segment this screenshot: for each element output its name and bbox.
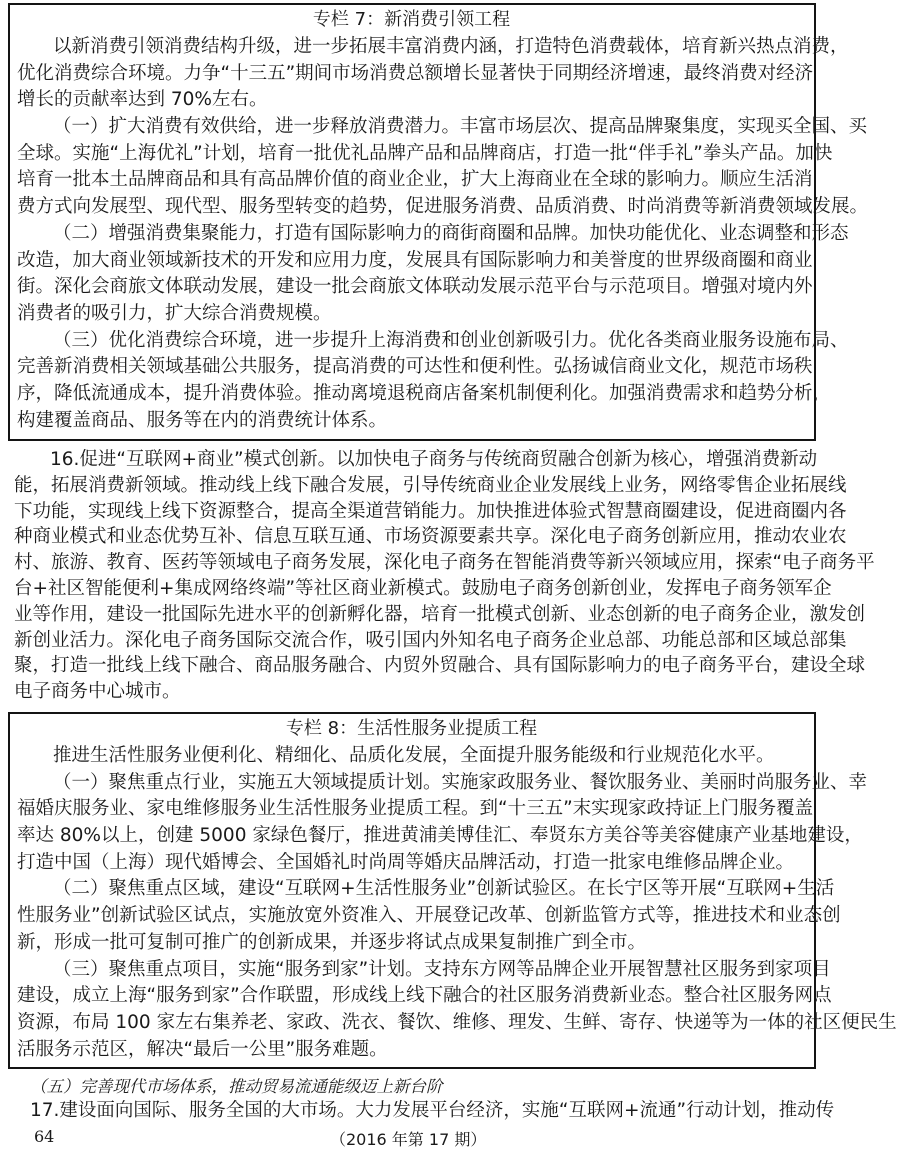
text-line: 推进生活性服务业便利化、精细化、品质化发展，全面提升服务能级和行业规范化水平。 (53, 745, 775, 766)
text-line: 聚，打造一批线上线下融合、商品服务融合、内贸外贸融合、具有国际影响力的电子商务平台，建设全球 (14, 655, 866, 677)
text-line: 消费者的吸引力，扩大综合消费规模。 (17, 302, 332, 324)
text-line: 改造，加大商业领域新技术的开发和应用力度，发展具有国际影响力和美誉度的世界级商圈和商业 (17, 249, 813, 271)
text-line: 新创业活力。深化电子商务国际交流合作，吸引国内外知名电子商务企业总部、功能总部和区域总部集 (14, 629, 847, 651)
text-line: 打造中国（上海）现代婚博会、全国婚礼时尚周等婚庆品牌活动，打造一批家电维修品牌企业。 (17, 851, 795, 873)
text-line: 业等作用，建设一批国际先进水平的创新孵化器，培育一批模式创新、业态创新的电子商务企业，激发创 (14, 603, 866, 625)
box-title: 专栏 8：生活性服务业提质工程 (285, 718, 538, 739)
text-line: 性服务业”创新试验区试点，实施放宽外资准入、开展登记改革、创新监管方式等，推进技术和业态创 (17, 905, 841, 927)
text-line: 能，拓展消费新领域。推动线上线下融合发展，引导传统商业企业发展线上业务，网络零售企业拓展线 (14, 474, 847, 496)
text-line: （一）聚焦重点行业，实施五大领域提质计划。实施家政服务业、餐饮服务业、美丽时尚服务业、幸 (53, 771, 868, 793)
text-line: 序，降低流通成本，提升消费体验。推动离境退税商店备案机制便利化。加强消费需求和趋势分析， (17, 382, 832, 404)
text-line: 16.促进“互联网+商业”模式创新。以加快电子商务与传统商贸融合创新为核心，增强消费新动 (50, 449, 818, 470)
text-line: 率达 80%以上，创建 5000 家绿色餐厅，推进黄浦美博佳汇、奉贤东方美谷等美容健康产业基地建设， (17, 825, 863, 847)
text-line: （三）优化消费综合环境，进一步提升上海消费和创业创新吸引力。优化各类商业服务设施布局、 (53, 329, 849, 351)
text-line: 全球。实施“上海优礼”计划，培育一批优礼品牌产品和品牌商店，打造一批“伴手礼”拳头产品。加快 (17, 142, 833, 164)
text-line: 完善新消费相关领域基础公共服务，提高消费的可达性和便利性。弘扬诚信商业文化，规范市场秩 (17, 356, 813, 378)
text-line: 种商业模式和业态优势互补、信息互联互通、市场资源要素共享。深化电子商务创新应用，推动农业农 (14, 526, 847, 548)
text-line: （二）增强消费集聚能力，打造有国际影响力的商街商圈和品牌。加快功能优化、业态调整和形态 (53, 222, 849, 244)
issue-label: （2016 年第 17 期） (330, 1130, 487, 1149)
text-line: 建设，成立上海“服务到家”合作联盟，形成线上线下融合的社区服务消费新业态。整合社区服务网点 (17, 985, 832, 1007)
section-16-paragraph (14, 447, 875, 705)
text-line: （二）聚焦重点区域，建设“互联网+生活性服务业”创新试验区。在长宁区等开展“互联网+生活 (53, 878, 835, 900)
text-line: 村、旅游、教育、医药等领域电子商务发展，深化电子商务在智能消费等新兴领域应用，探索“电子商务平 (14, 552, 875, 574)
text-line: 培育一批本土品牌商品和具有高品牌价值的商业企业，扩大上海商业在全球的影响力。顺应生活消 (17, 169, 813, 191)
text-line: 街。深化会商旅文体联动发展，建设一批会商旅文体联动发展示范平台与示范项目。增强对境内外 (17, 276, 813, 298)
text-line: （一）扩大消费有效供给，进一步释放消费潜力。丰富市场层次、提高品牌聚集度，实现买全国、买 (53, 116, 868, 138)
text-line: 资源，布局 100 家左右集养老、家政、洗衣、餐饮、维修、理发、生鲜、寄存、快递等为一体的社区便民生 (17, 1011, 897, 1033)
section-heading: （五）完善现代市场体系，推动贸易流通能级迈上新台阶 (30, 1077, 443, 1096)
box-title: 专栏 7：新消费引领工程 (312, 9, 511, 30)
text-line: 费方式向发展型、现代型、服务型转变的趋势，促进服务消费、品质消费、时尚消费等新消费领域发展。 (17, 196, 869, 218)
text-line: 台+社区智能便利+集成网络终端”等社区商业新模式。鼓励电子商务创新创业，发挥电子商务领军企 (14, 577, 832, 599)
text-line: 福婚庆服务业、家电维修服务业生活性服务业提质工程。到“十三五”末实现家政持证上门服务覆盖 (17, 798, 814, 820)
text-line: 优化消费综合环境。力争“十三五”期间市场消费总额增长显著快于同期经济增速，最终消费对经济 (17, 62, 814, 84)
text-line: 电子商务中心城市。 (14, 681, 181, 703)
sidebar-box-column-7 (8, 3, 869, 441)
page-number: 64 (34, 1127, 55, 1146)
text-line: 以新消费引领消费结构升级，进一步拓展丰富消费内涵，打造特色消费载体，培育新兴热点消费， (53, 36, 849, 57)
text-line: 活服务示范区，解决“最后一公里”服务难题。 (17, 1038, 388, 1060)
section-17-paragraph (30, 1098, 835, 1124)
text-line: 增长的贡献率达到 70%左右。 (17, 89, 268, 111)
text-line: 17.建设面向国际、服务全国的大市场。大力发展平台经济，实施“互联网+流通”行动计划，推动传 (30, 1100, 835, 1121)
text-line: （三）聚焦重点项目，实施“服务到家”计划。支持东方网等品牌企业开展智慧社区服务到家项目 (53, 958, 831, 980)
text-line: 下功能，实现线上线下资源整合，提高全渠道营销能力。加快推进体验式智慧商圈建设，促进商圈内各 (14, 500, 847, 522)
text-line: 新，形成一批可复制可推广的创新成果，并逐步将试点成果复制推广到全市。 (17, 931, 647, 953)
text-line: 构建覆盖商品、服务等在内的消费统计体系。 (17, 409, 388, 431)
sidebar-box-column-8 (8, 712, 897, 1069)
